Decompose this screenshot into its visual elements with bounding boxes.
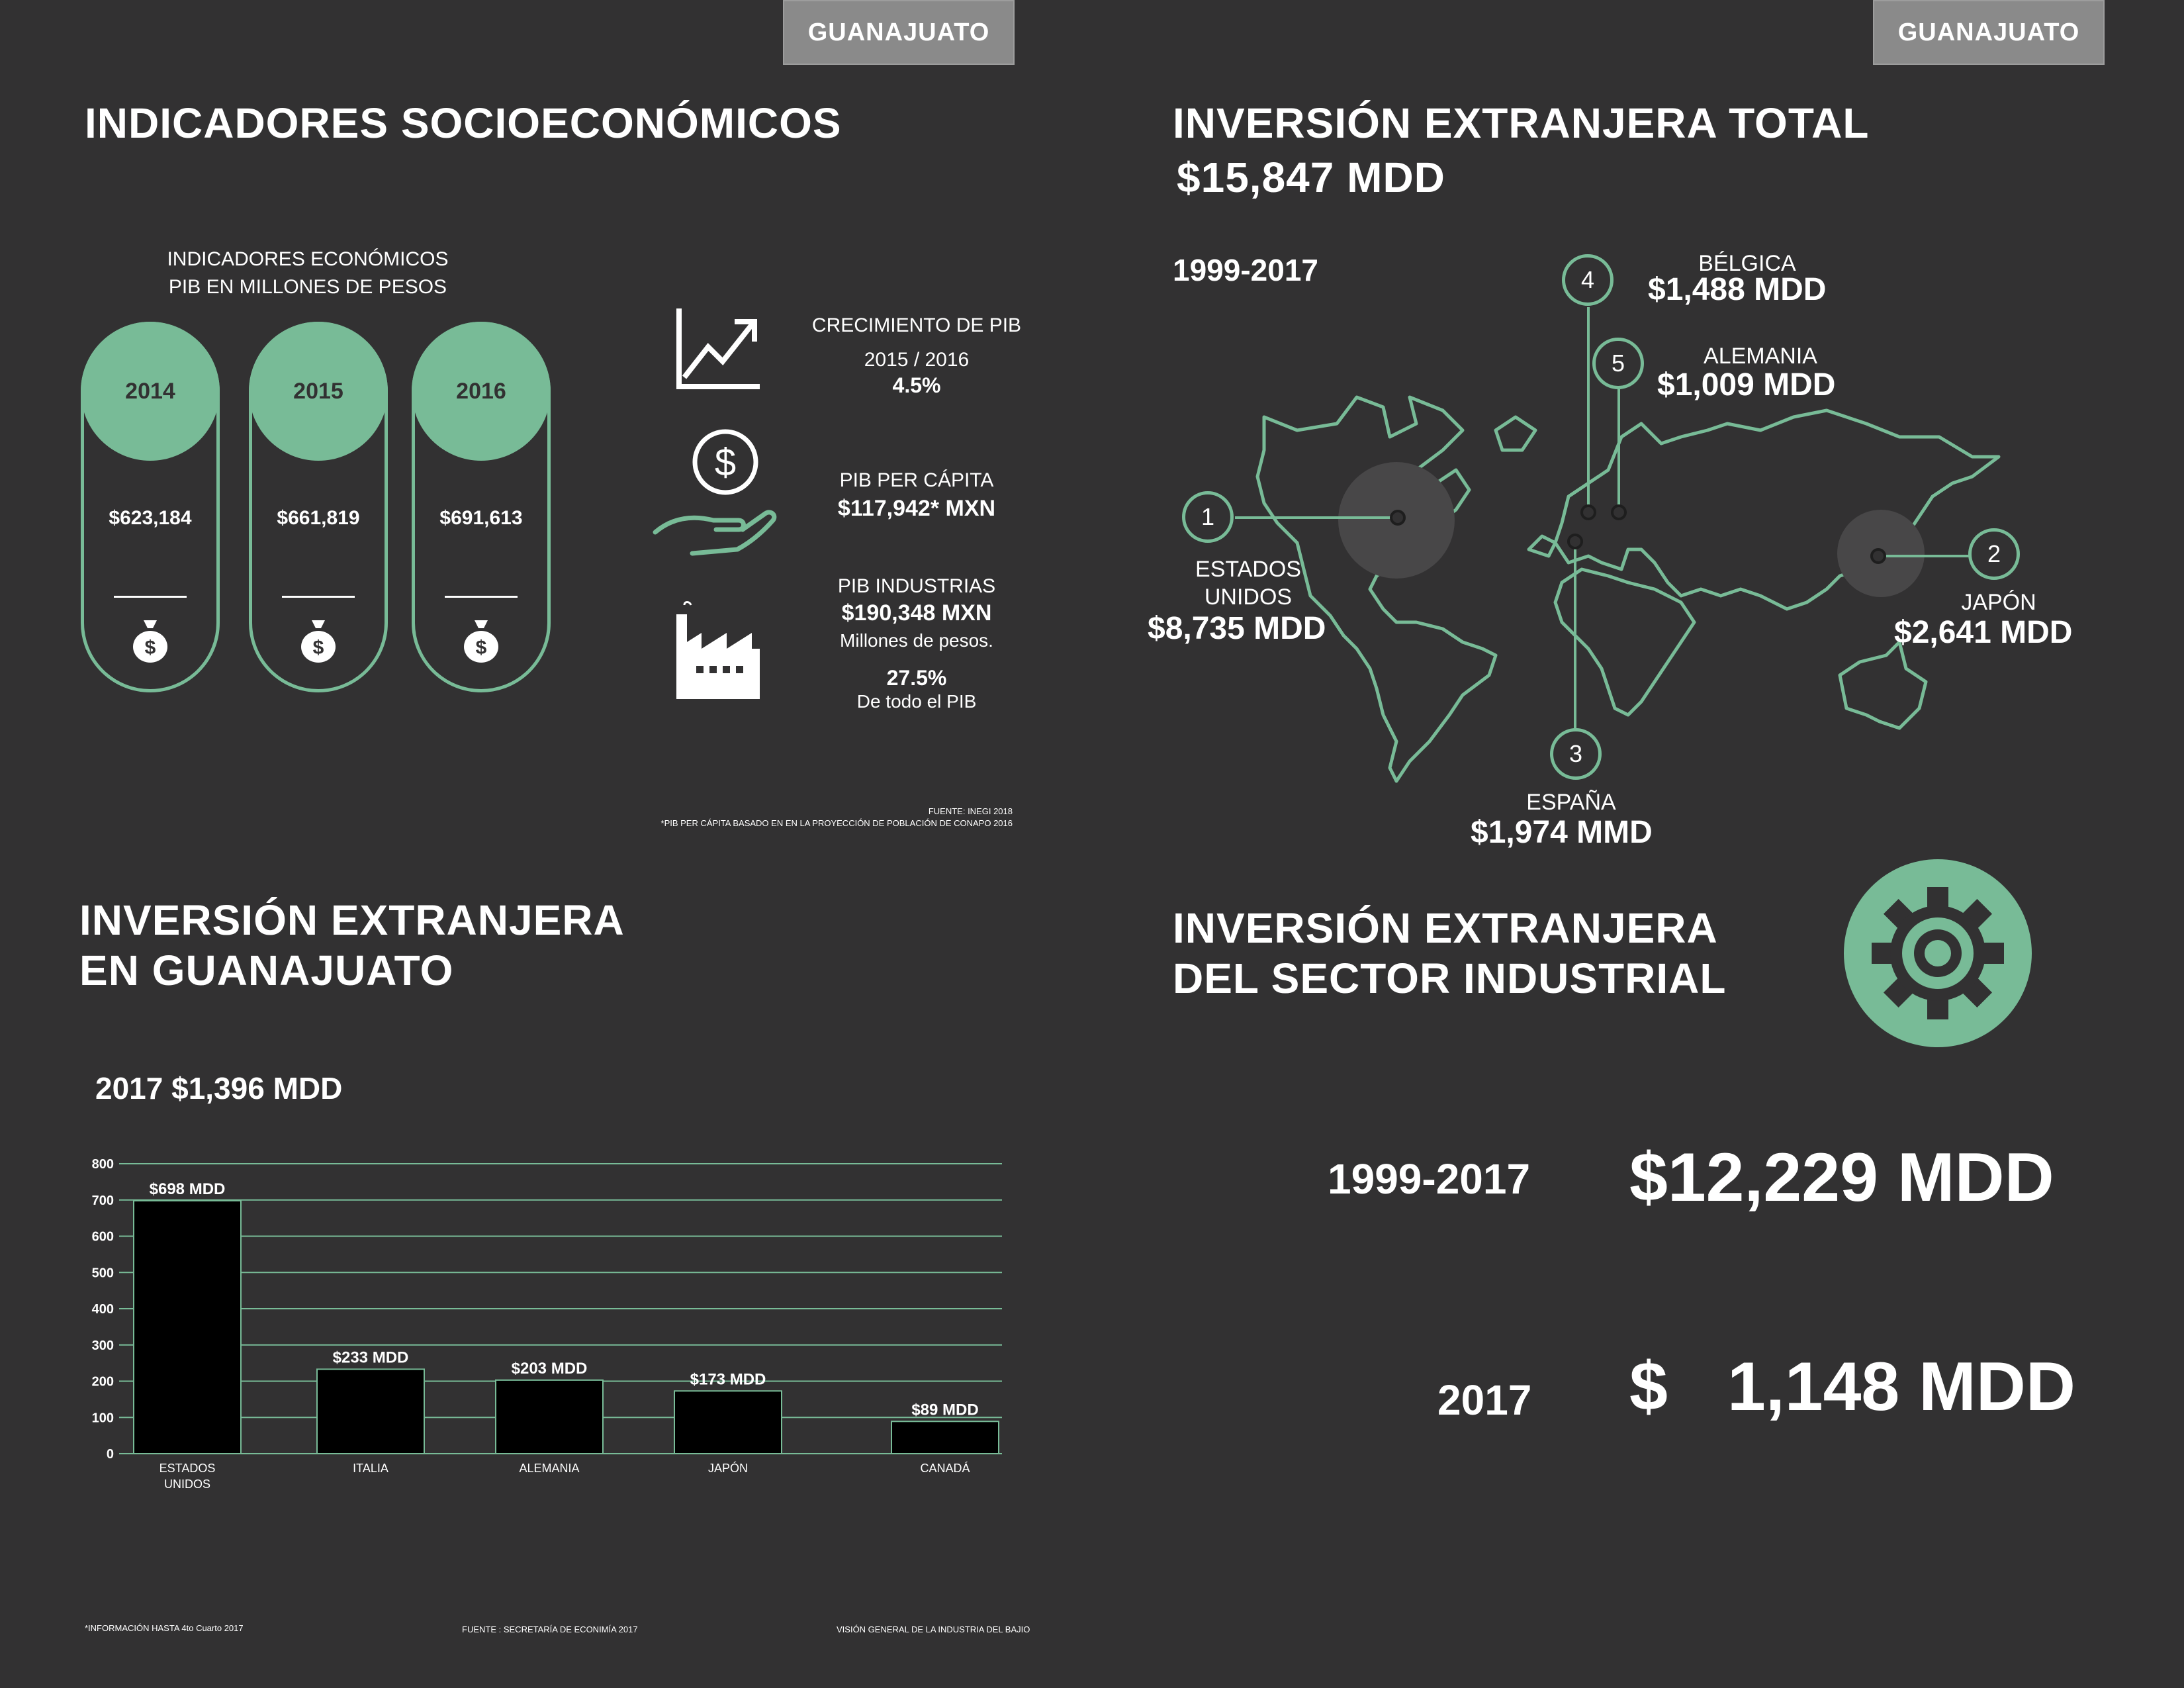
industries-label: PIB INDUSTRIAS [837,575,996,597]
guanajuato-investment-title-1: INVERSIÓN EXTRANJERA [79,896,625,944]
industrial-investment-title-2: DEL SECTOR INDUSTRIAL [1173,955,1727,1002]
marker-number: 3 [1569,740,1583,767]
guanajuato-investment-summary: 2017 $1,396 MDD [95,1071,343,1105]
chart-ytick-label: 100 [91,1411,114,1426]
chart-ytick-label: 500 [91,1266,114,1281]
total-investment-value: $15,847 MDD [1177,154,1445,201]
chart-data-label: $89 MDD [911,1401,979,1419]
chart-data-label: $173 MDD [690,1370,766,1389]
chart-ytick-label: 300 [91,1338,114,1353]
economic-subtitle-1: INDICADORES ECONÓMICOS [167,248,449,270]
svg-text:$: $ [312,637,324,659]
country-name-usa: ESTADOS [1195,557,1301,582]
growth-value: 4.5% [892,373,941,397]
per-capita-value: $117,942* MXN [837,496,996,521]
industrial-period-label: 1999-2017 [1328,1155,1531,1203]
marker-number: 1 [1201,503,1215,530]
country-name-spain: ESPAÑA [1526,790,1616,815]
country-marker-5 [1592,338,1644,389]
state-tag-text: GUANAJUATO [807,18,990,46]
svg-text:$: $ [714,441,737,484]
country-value-germany: $1,009 MDD [1657,367,1836,402]
chart-ytick-label: 400 [91,1302,114,1317]
gear-icon [1844,859,2032,1047]
svg-text:$: $ [475,637,487,659]
economic-subtitle-2: PIB EN MILLONES DE PESOS [168,276,447,298]
pill-value: $661,819 [277,507,360,529]
chart-category-label: ITALIA [353,1462,388,1475]
industries-share-note: De todo el PIB [856,691,977,712]
country-marker-4 [1562,254,1614,306]
country-name-germany: ALEMANIA [1704,344,1817,369]
country-value-usa: $8,735 MDD [1148,611,1326,646]
marker-number: 4 [1580,266,1595,293]
chart-category-label: CANADÁ [920,1462,970,1475]
chart-data-label: $698 MDD [149,1180,226,1198]
industries-share: 27.5% [886,666,947,690]
chart-category-label: UNIDOS [163,1477,211,1491]
footer-overview: VISIÓN GENERAL DE LA INDUSTRIA DEL BAJIO [837,1624,1030,1634]
growth-period: 2015 / 2016 [864,349,970,371]
country-value-japan: $2,641 MDD [1894,615,2073,650]
country-name-usa-2: UNIDOS [1204,585,1293,610]
total-investment-title: INVERSIÓN EXTRANJERA TOTAL [1173,99,1870,147]
chart-ytick-label: 200 [91,1374,114,1389]
growth-label: CRECIMIENTO DE PIB [811,314,1022,336]
socioeconomic-title: INDICADORES SOCIOECONÓMICOS [85,99,842,147]
state-tag-text: GUANAJUATO [1897,18,2080,46]
per-capita-label: PIB PER CÁPITA [839,469,994,491]
pill-year: 2014 [81,322,220,461]
source-inegi: FUENTE: INEGI 2018 [928,806,1013,816]
industrial-year-label: 2017 [1437,1376,1532,1424]
country-value-belgium: $1,488 MDD [1648,272,1827,307]
guanajuato-investment-title-2: EN GUANAJUATO [79,947,454,994]
marker-number: 2 [1987,540,2001,567]
chart-category-label: ESTADOS [159,1462,216,1475]
industrial-period-value: $12,229 MDD [1629,1139,2054,1216]
country-marker-1 [1182,491,1234,543]
country-name-belgium: BÉLGICA [1698,251,1796,276]
chart-category-label: JAPÓN [707,1462,749,1475]
chart-data-label: $233 MDD [332,1348,409,1367]
footer-info: *INFORMACIÓN HASTA 4to Cuarto 2017 [85,1623,244,1633]
source-conapo: *PIB PER CÁPITA BASADO EN EN LA PROYECCIÓN DE POBLACIÓN DE CONAPO 2016 [660,818,1013,828]
chart-ytick-label: 800 [91,1157,114,1172]
pill-value: $691,613 [439,507,523,529]
chart-ytick-label: 600 [91,1229,114,1244]
chart-data-label: $203 MDD [511,1359,588,1378]
chart-ytick-label: 0 [106,1447,114,1462]
country-value-spain: $1,974 MMD [1471,815,1653,850]
industrial-year-value: 1,148 MDD [1727,1348,2075,1425]
pill-year: 2016 [412,322,551,461]
industrial-year-currency: $ [1629,1348,1668,1425]
pill-year: 2015 [249,322,388,461]
chart-category-label: ALEMANIA [519,1462,580,1475]
country-marker-3 [1550,728,1602,780]
industries-note: Millones de pesos. [840,630,993,651]
total-investment-period: 1999-2017 [1173,253,1318,287]
industrial-investment-title-1: INVERSIÓN EXTRANJERA [1173,904,1718,952]
pill-value: $623,184 [109,507,192,529]
country-name-japan: JAPÓN [1961,590,2036,615]
country-marker-2 [1968,528,2020,580]
svg-text:$: $ [144,637,156,659]
marker-number: 5 [1611,350,1625,377]
industries-value: $190,348 MXN [841,600,992,626]
chart-ytick-label: 700 [91,1193,114,1208]
footer-source: FUENTE : SECRETARÍA DE ECONIMÍA 2017 [462,1624,638,1634]
